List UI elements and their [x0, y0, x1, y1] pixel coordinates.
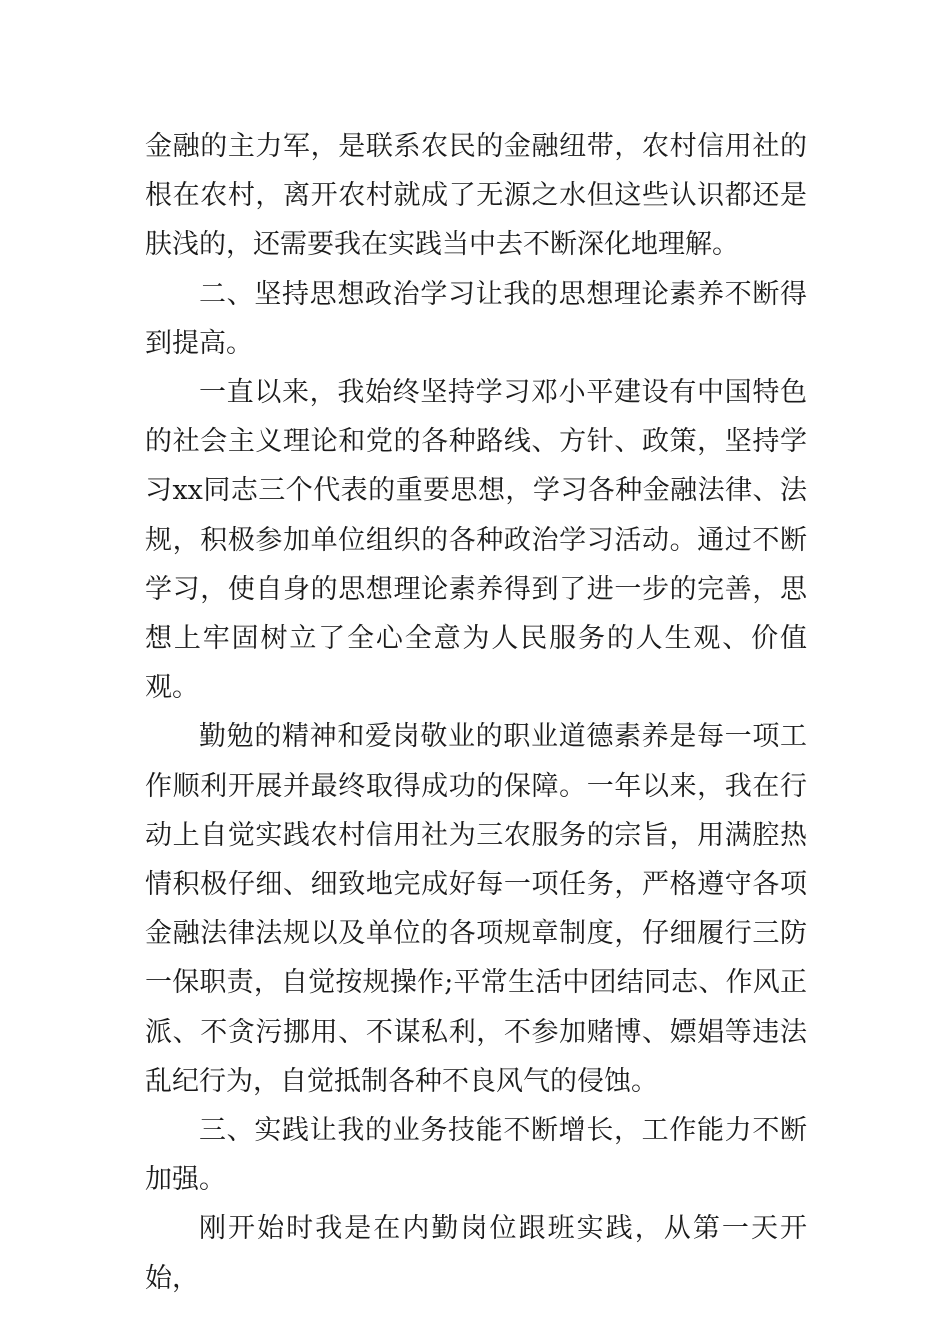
paragraph-6: 刚开始时我是在内勤岗位跟班实践，从第一天开始，: [145, 1213, 807, 1294]
paragraph-3: 一直以来，我始终坚持学习邓小平建设有中国特色的社会主义理论和党的各种路线、方针、政策，坚持学习xx同志三个代表的重要思想，学习各种金融法律、法规，积极参加单位组织的各种政治学习活动。通过不断学习，使自身的思想理论素养得到了进一步的完善，思想上牢固树立了全心全意为人民服务的人生观、价值观。: [145, 377, 807, 704]
document-body: [145, 122, 807, 1303]
paragraph-4: 勤勉的精神和爱岗敬业的职业道德素养是每一项工作顺利开展并最终取得成功的保障。一年以来，我在行动上自觉实践农村信用社为三农服务的宗旨，用满腔热情积极仔细、细致地完成好每一项任务，严格遵守各项金融法律法规以及单位的各项规章制度，仔细履行三防一保职责，自觉按规操作;平常生活中团结同志、作风正派、不贪污挪用、不谋私利，不参加赌博、嫖娼等违法乱纪行为，自觉抵制各种不良风气的侵蚀。: [145, 721, 807, 1097]
section-heading-2: 二、坚持思想政治学习让我的思想理论素养不断得到提高。: [145, 278, 807, 359]
section-heading-3: 三、实践让我的业务技能不断增长，工作能力不断加强。: [145, 1115, 807, 1196]
paragraph-1: 金融的主力军，是联系农民的金融纽带，农村信用社的根在农村，离开农村就成了无源之水但这些认识都还是肤浅的，还需要我在实践当中去不断深化地理解。: [145, 131, 807, 261]
